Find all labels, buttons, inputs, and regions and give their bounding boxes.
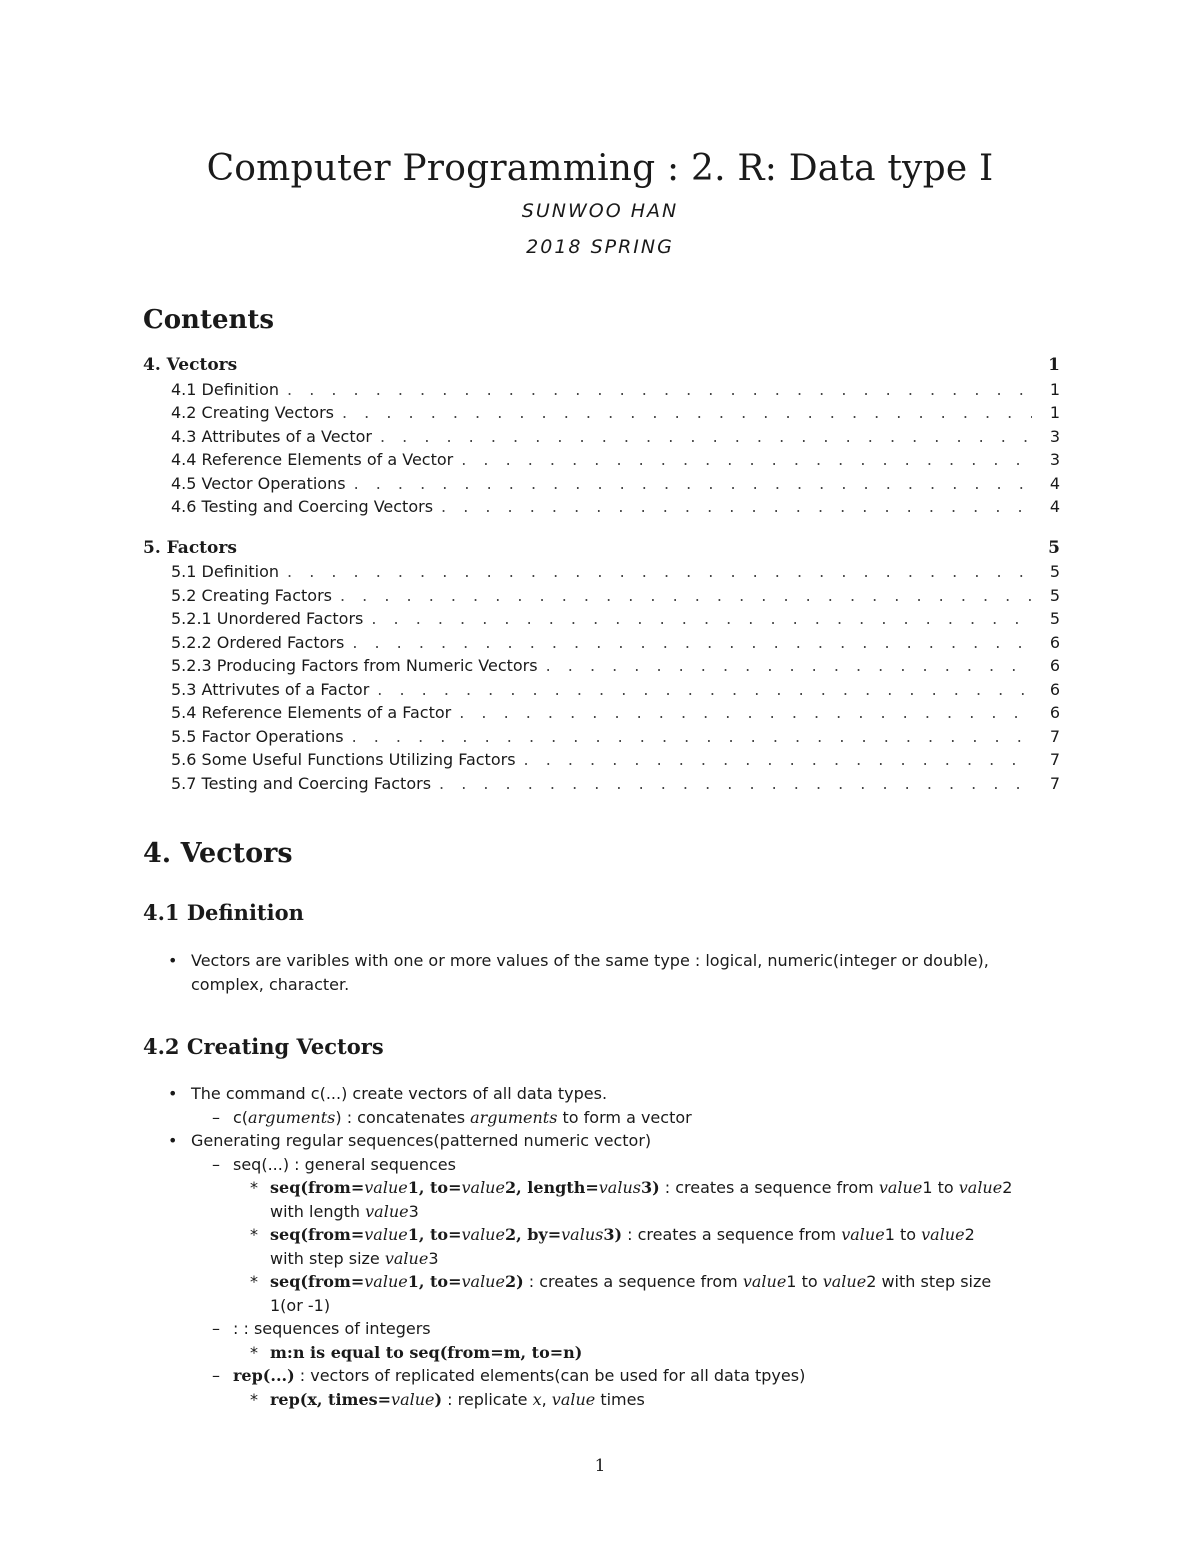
code-text: 2, (504, 1178, 528, 1197)
toc-label: 4.3 Attributes of a Vector (171, 426, 372, 446)
toc-label: 5.4 Reference Elements of a Factor (171, 703, 452, 722)
item-text: c( (233, 1107, 249, 1127)
item-text: 2 (964, 1225, 975, 1244)
list-item (168, 1364, 1060, 1388)
italic-term: value (391, 1389, 435, 1409)
toc-gap (143, 519, 1060, 537)
toc-leader-dots (371, 607, 1032, 631)
code-text: 2) (504, 1272, 524, 1291)
item-text: Generating regular sequences(patterned numeric vector) (191, 1131, 652, 1150)
item-text: 1(or -1) (270, 1295, 331, 1315)
item-text: Vectors are varibles with one or more values of the same type : logical, numeric(integer or double), (191, 951, 989, 970)
list-item (168, 1388, 1060, 1412)
code-text: seq(from= (270, 1225, 365, 1244)
italic-term: value (461, 1225, 505, 1244)
code-text: 3) (640, 1178, 660, 1197)
table-of-contents (143, 354, 1060, 795)
italic-term: arguments (470, 1107, 558, 1127)
italic-term: valus (561, 1225, 604, 1244)
toc-page: 7 (1049, 773, 1060, 793)
item-text: 2 (1002, 1178, 1013, 1197)
list-item (168, 1317, 1060, 1341)
subsection-heading: 4.2 Creating Vectors (143, 1034, 384, 1059)
toc-entry[interactable] (143, 748, 1060, 772)
item-text: 1 (786, 1272, 797, 1291)
toc-entry[interactable] (143, 401, 1060, 425)
creating-vectors-list (168, 1082, 1060, 1411)
italic-term: value (364, 1272, 408, 1291)
toc-entry[interactable] (143, 584, 1060, 608)
toc-page: 3 (1049, 450, 1060, 469)
italic-term: value (878, 1178, 923, 1197)
toc-leader-dots (380, 425, 1032, 449)
toc-page: 1 (1048, 355, 1060, 375)
toc-chapter[interactable] (143, 537, 1060, 561)
italic-term: value (461, 1272, 505, 1291)
toc-page: 7 (1049, 750, 1060, 769)
bullet-marker: • (168, 951, 178, 970)
toc-label: 5.1 Definition (171, 562, 280, 581)
toc-label: 5.6 Some Useful Functions Utilizing Factors (171, 750, 516, 769)
italic-term: value (365, 1201, 409, 1221)
toc-leader-dots (287, 560, 1032, 584)
code-text: to= (430, 1178, 462, 1197)
toc-label: 4.6 Testing and Coercing Vectors (171, 497, 434, 516)
list-item (168, 1153, 1060, 1177)
toc-page: 5 (1049, 562, 1060, 581)
bullet-marker: • (168, 1084, 178, 1103)
toc-label: 5.2.3 Producing Factors from Numeric Vectors (171, 656, 538, 675)
star-marker: * (250, 1389, 258, 1409)
list-item (168, 1223, 1060, 1270)
dash-marker: – (212, 1319, 220, 1338)
toc-entry[interactable] (143, 631, 1060, 655)
item-text: create vectors of all data types. (347, 1084, 608, 1103)
code-text: seq(from= (270, 1178, 365, 1197)
toc-chapter[interactable] (143, 354, 1060, 378)
list-item (168, 949, 1060, 996)
document-author: SUNWOO HAN (521, 200, 679, 222)
toc-page: 4 (1049, 473, 1060, 493)
item-text: 1 (884, 1225, 895, 1244)
toc-label: 5.7 Testing and Coercing Factors (171, 773, 432, 793)
item-text: 2 (866, 1272, 877, 1291)
item-text: complex, character. (191, 974, 350, 994)
italic-term: value (921, 1225, 965, 1244)
list-item (168, 1176, 1060, 1223)
item-text: to (894, 1225, 922, 1244)
toc-leader-dots (340, 584, 1032, 608)
item-text: with step size (876, 1272, 992, 1291)
item-text: : replicate (442, 1389, 533, 1409)
dash-marker: – (212, 1107, 220, 1127)
list-item (168, 1106, 1060, 1130)
star-marker: * (250, 1272, 258, 1291)
italic-term: value (742, 1272, 787, 1291)
italic-term: value (822, 1272, 867, 1291)
italic-term: value (384, 1248, 429, 1268)
toc-entry[interactable] (143, 472, 1060, 496)
toc-entry[interactable] (143, 448, 1060, 472)
item-text: : creates a sequence from (659, 1178, 879, 1197)
toc-leader-dots (441, 495, 1032, 519)
toc-entry[interactable] (143, 701, 1060, 725)
toc-leader-dots (377, 678, 1032, 702)
toc-label: 5. Factors (143, 537, 237, 558)
toc-page: 1 (1049, 403, 1060, 422)
document-date: 2018 SPRING (526, 236, 674, 258)
item-text: : : sequences of integers (233, 1319, 431, 1338)
toc-leader-dots (439, 772, 1032, 796)
item-text: with length (270, 1201, 366, 1221)
toc-leader-dots (352, 631, 1032, 655)
toc-entry[interactable] (143, 725, 1060, 749)
code-text: to= (430, 1225, 462, 1244)
italic-term: value (364, 1178, 408, 1197)
toc-page: 6 (1049, 703, 1060, 722)
dash-marker: – (212, 1366, 220, 1385)
star-marker: * (250, 1225, 258, 1244)
code-text: 1, (407, 1272, 431, 1291)
item-text: : creates a sequence from (523, 1272, 743, 1291)
inline-code: c(...) (310, 1084, 348, 1103)
item-text: to (796, 1272, 823, 1291)
toc-page: 6 (1049, 679, 1060, 699)
toc-leader-dots (524, 748, 1032, 772)
item-text: to form a vector (557, 1107, 692, 1127)
italic-term: value (958, 1178, 1003, 1197)
toc-leader-dots (461, 448, 1032, 472)
item-text: : vectors of replicated elements(can be used for all data tpyes) (294, 1366, 806, 1385)
item-text: ) : concatenates (335, 1107, 471, 1127)
toc-page: 6 (1049, 656, 1060, 675)
code-text: to= (430, 1272, 462, 1291)
toc-label: 5.3 Attrivutes of a Factor (171, 679, 370, 699)
toc-label: 4.1 Definition (171, 379, 280, 399)
toc-entry[interactable] (143, 425, 1060, 449)
toc-label: 4.4 Reference Elements of a Vector (171, 450, 454, 469)
star-marker: * (250, 1178, 258, 1197)
list-item (168, 1082, 1060, 1106)
section-heading: 4. Vectors (143, 838, 293, 869)
toc-page: 7 (1049, 726, 1060, 746)
item-text: : creates a sequence from (622, 1225, 842, 1244)
code-text: 3) (603, 1225, 623, 1244)
item-text: The command (191, 1084, 311, 1103)
toc-label: 5.2.1 Unordered Factors (171, 609, 364, 628)
toc-leader-dots (546, 654, 1032, 678)
star-marker: * (250, 1342, 258, 1362)
code-text: ) (434, 1389, 443, 1409)
item-text: to (932, 1178, 959, 1197)
toc-page: 4 (1049, 497, 1060, 516)
toc-label: 4. Vectors (143, 355, 238, 375)
toc-page: 5 (1049, 585, 1060, 605)
subsection-heading: 4.1 Definition (143, 900, 304, 925)
dash-marker: – (212, 1154, 220, 1174)
item-text: 3 (428, 1248, 439, 1268)
toc-page: 5 (1049, 609, 1060, 628)
toc-leader-dots (287, 378, 1032, 402)
toc-page: 6 (1049, 632, 1060, 652)
list-item (168, 1270, 1060, 1317)
italic-term: value (551, 1389, 596, 1409)
toc-leader-dots (354, 472, 1032, 496)
toc-leader-dots (342, 401, 1032, 425)
toc-entry[interactable] (143, 560, 1060, 584)
code-text: seq(from= (270, 1272, 365, 1291)
item-text: times (595, 1389, 645, 1409)
toc-leader-dots (459, 701, 1032, 725)
page-number: 1 (594, 1456, 606, 1476)
toc-entry[interactable] (143, 654, 1060, 678)
italic-term: value (841, 1225, 885, 1244)
toc-page: 5 (1048, 537, 1060, 558)
italic-term: x (532, 1389, 542, 1409)
document-title: Computer Programming : 2. R: Data type I (206, 148, 994, 189)
code-text: 1, (407, 1225, 431, 1244)
item-text: 3 (408, 1201, 419, 1221)
toc-page: 1 (1049, 379, 1060, 399)
item-text: 1 (922, 1178, 933, 1197)
toc-page: 3 (1049, 426, 1060, 446)
toc-entry[interactable] (143, 678, 1060, 702)
toc-entry[interactable] (143, 607, 1060, 631)
item-text: seq(...) : general sequences (233, 1154, 456, 1174)
toc-label: 5.5 Factor Operations (171, 726, 344, 746)
toc-label: 4.5 Vector Operations (171, 473, 346, 493)
code-text: 2, (504, 1225, 528, 1244)
list-item (168, 1341, 1060, 1365)
item-text: with step size (270, 1248, 385, 1268)
toc-label: 5.2 Creating Factors (171, 585, 332, 605)
toc-leader-dots (352, 725, 1032, 749)
bullet-marker: • (168, 1131, 178, 1150)
toc-entry[interactable] (143, 378, 1060, 402)
toc-label: 5.2.2 Ordered Factors (171, 632, 345, 652)
code-text: m:n is equal to seq(from=m, to=n) (270, 1342, 583, 1362)
italic-term: valus (598, 1178, 641, 1197)
code-text: rep(...) (233, 1366, 295, 1385)
toc-entry[interactable] (143, 495, 1060, 519)
code-text: by= (527, 1225, 562, 1244)
italic-term: value (364, 1225, 408, 1244)
contents-heading: Contents (143, 305, 275, 335)
code-text: 1, (407, 1178, 431, 1197)
toc-label: 4.2 Creating Vectors (171, 403, 334, 422)
item-text: , (541, 1389, 552, 1409)
definition-list (168, 949, 1060, 996)
code-text: length= (527, 1178, 599, 1197)
toc-entry[interactable] (143, 772, 1060, 796)
italic-term: value (461, 1178, 505, 1197)
list-item (168, 1129, 1060, 1153)
code-text: rep(x, times= (270, 1389, 392, 1409)
italic-term: arguments (248, 1107, 336, 1127)
